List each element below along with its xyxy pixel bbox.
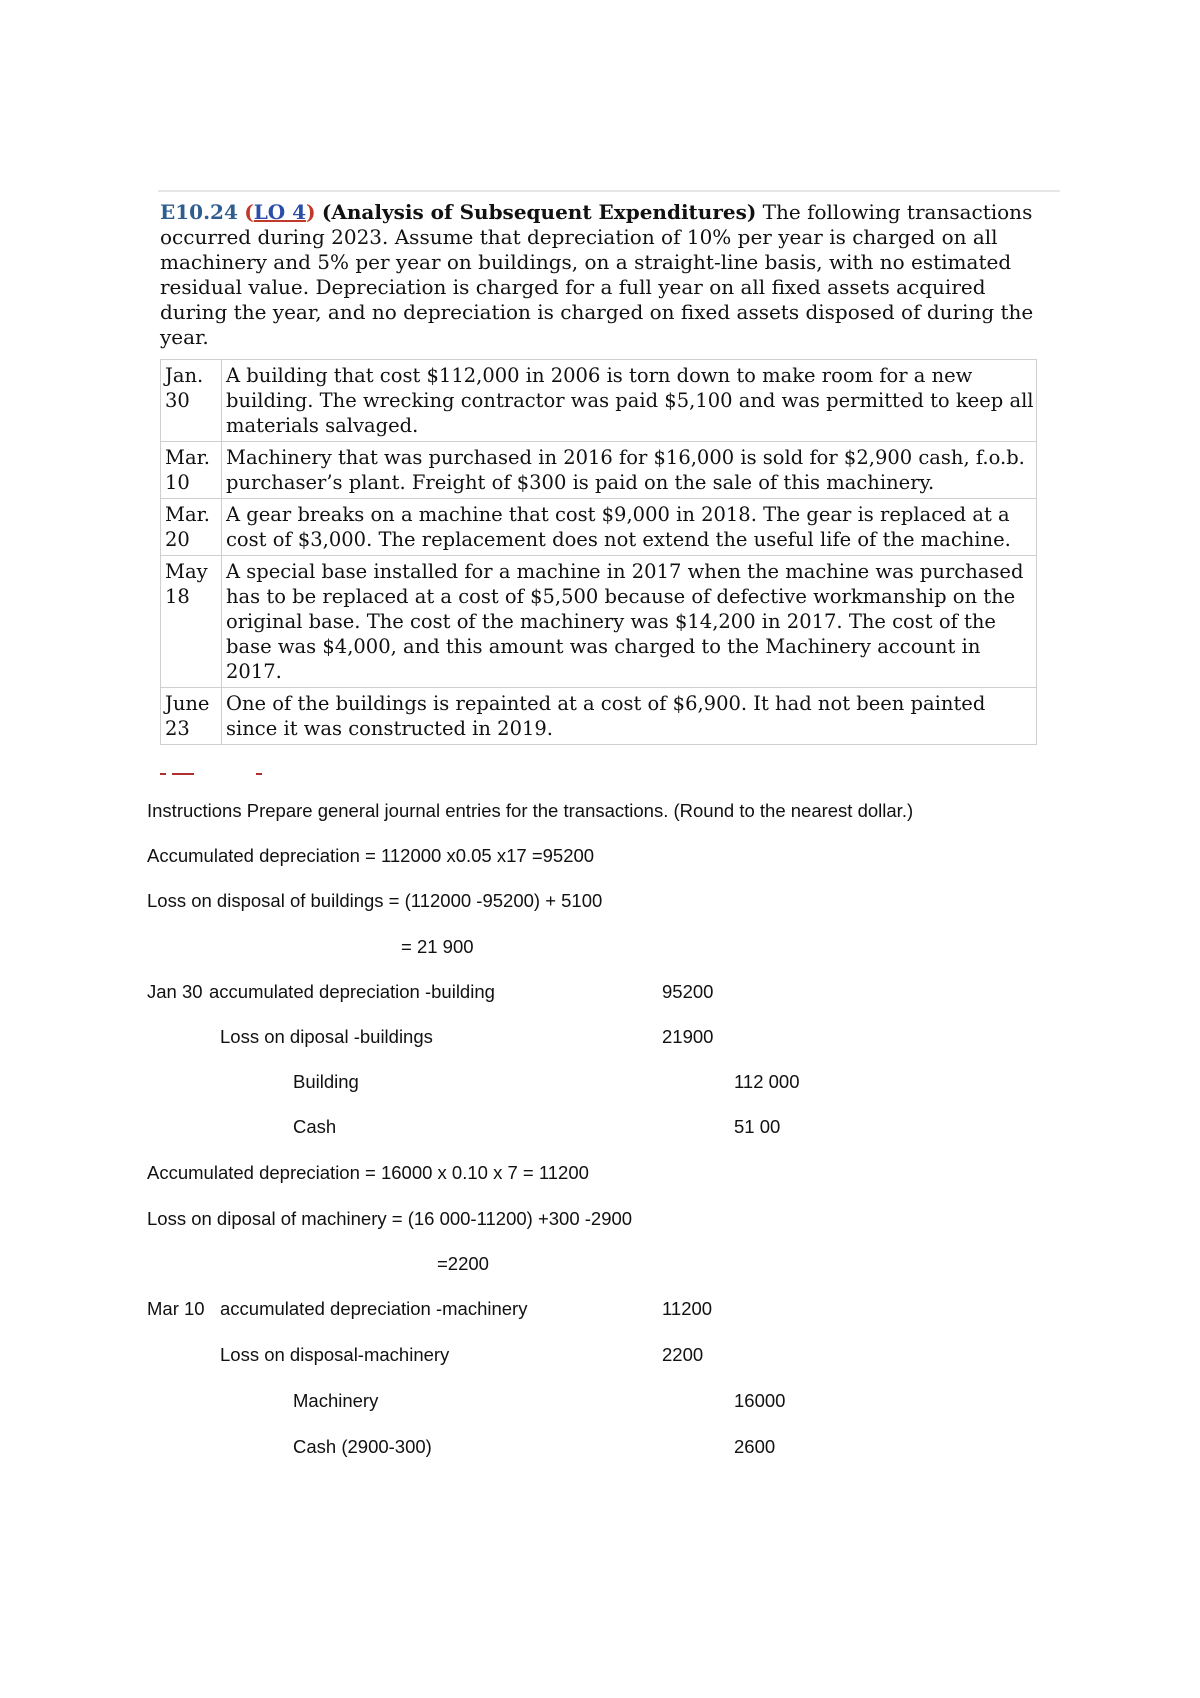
date-month: Jan.	[165, 364, 204, 387]
transaction-description: One of the buildings is repainted at a cost of $6,900. It had not been painted since it was constructed in 2019.	[222, 688, 1037, 745]
journal-debit-account: Loss on diposal -buildings	[220, 1026, 433, 1047]
transactions-table	[160, 359, 1037, 745]
journal-debit-amount: 95200	[662, 981, 714, 1002]
transaction-date	[161, 499, 222, 556]
table-row	[161, 442, 1037, 499]
table-row	[161, 688, 1037, 745]
date-month: Mar.	[165, 503, 210, 526]
transaction-description: A special base installed for a machine in 2017 when the machine was purchased has to be replaced at a cost of $5,500 because of defective workmanship on the original base. The cost of the machinery was $14,200 in 2017. The cost of the base was $4,000, and this amount was charged to the Machinery account in 2017.	[222, 556, 1037, 688]
learning-objective-link[interactable]: LO 4	[253, 200, 307, 224]
transaction-date	[161, 556, 222, 688]
transaction-description: A gear breaks on a machine that cost $9,000 in 2018. The gear is replaced at a cost of $3,000. The replacement does not extend the useful life of the machine.	[222, 499, 1037, 556]
cropped-text-remnant	[158, 773, 278, 777]
journal-date: Jan 30	[147, 981, 203, 1002]
calc-acc-dep-building: Accumulated depreciation = 112000 x0.05 x17 =95200	[147, 845, 595, 866]
journal-credit-amount: 2600	[734, 1436, 776, 1457]
table-row	[161, 499, 1037, 556]
date-day: 10	[165, 471, 190, 494]
instructions-text: Instructions Prepare general journal entries for the transactions. (Round to the nearest dollar.)	[147, 800, 914, 821]
exercise-title: (Analysis of Subsequent Expenditures)	[321, 200, 757, 224]
transaction-date	[161, 442, 222, 499]
journal-debit-account: accumulated depreciation -machinery	[220, 1298, 528, 1319]
table-row	[161, 360, 1037, 442]
journal-debit-amount: 2200	[662, 1344, 704, 1365]
date-day: 20	[165, 528, 190, 551]
date-month: Mar.	[165, 446, 210, 469]
transaction-date	[161, 688, 222, 745]
journal-credit-account: Building	[293, 1071, 359, 1092]
journal-credit-amount: 112 000	[734, 1071, 800, 1092]
calc-loss-building-result: = 21 900	[401, 936, 474, 957]
transaction-description: Machinery that was purchased in 2016 for $16,000 is sold for $2,900 cash, f.o.b. purchaser’s plant. Freight of $300 is paid on the sale of this machinery.	[222, 442, 1037, 499]
journal-debit-amount: 11200	[662, 1298, 713, 1319]
calc-loss-machinery: Loss on diposal of machinery = (16 000-11200) +300 -2900	[147, 1208, 633, 1229]
transaction-description: A building that cost $112,000 in 2006 is torn down to make room for a new building. The wrecking contractor was paid $5,100 and was permitted to keep all materials salvaged.	[222, 360, 1037, 442]
lo-open-paren: (	[244, 200, 254, 224]
lo-close-paren: )	[306, 200, 316, 224]
calc-loss-building: Loss on disposal of buildings = (112000 -95200) + 5100	[147, 890, 603, 911]
calc-loss-machinery-result: =2200	[437, 1253, 489, 1274]
journal-debit-account: Loss on disposal-machinery	[220, 1344, 450, 1365]
date-day: 30	[165, 389, 190, 412]
table-row	[161, 556, 1037, 688]
journal-credit-amount: 16000	[734, 1390, 786, 1411]
journal-debit-amount: 21900	[662, 1026, 714, 1047]
journal-credit-account: Cash (2900-300)	[293, 1436, 432, 1457]
journal-credit-amount: 51 00	[734, 1116, 781, 1137]
journal-credit-account: Cash	[293, 1116, 337, 1137]
journal-date: Mar 10	[147, 1298, 205, 1319]
transaction-date	[161, 360, 222, 442]
journal-credit-account: Machinery	[293, 1390, 379, 1411]
date-month: June	[165, 692, 210, 715]
date-month: May	[165, 560, 208, 583]
problem-statement	[160, 200, 1040, 350]
calc-acc-dep-machinery: Accumulated depreciation = 16000 x 0.10 x 7 = 11200	[147, 1162, 589, 1183]
exercise-intro: The following transactions occurred during 2023. Assume that depreciation of 10% per year is charged on all machinery and 5% per year on buildings, on a straight-line basis, with no estimated residual value. Depreciation is charged for a full year on all fixed assets acquired during the year, and no depreciation is charged on fixed assets disposed of during the year.	[160, 200, 1034, 349]
top-divider	[158, 190, 1060, 192]
date-day: 23	[165, 717, 190, 740]
exercise-code: E10.24	[160, 200, 238, 224]
date-day: 18	[165, 585, 190, 608]
journal-debit-account: accumulated depreciation -building	[209, 981, 495, 1002]
